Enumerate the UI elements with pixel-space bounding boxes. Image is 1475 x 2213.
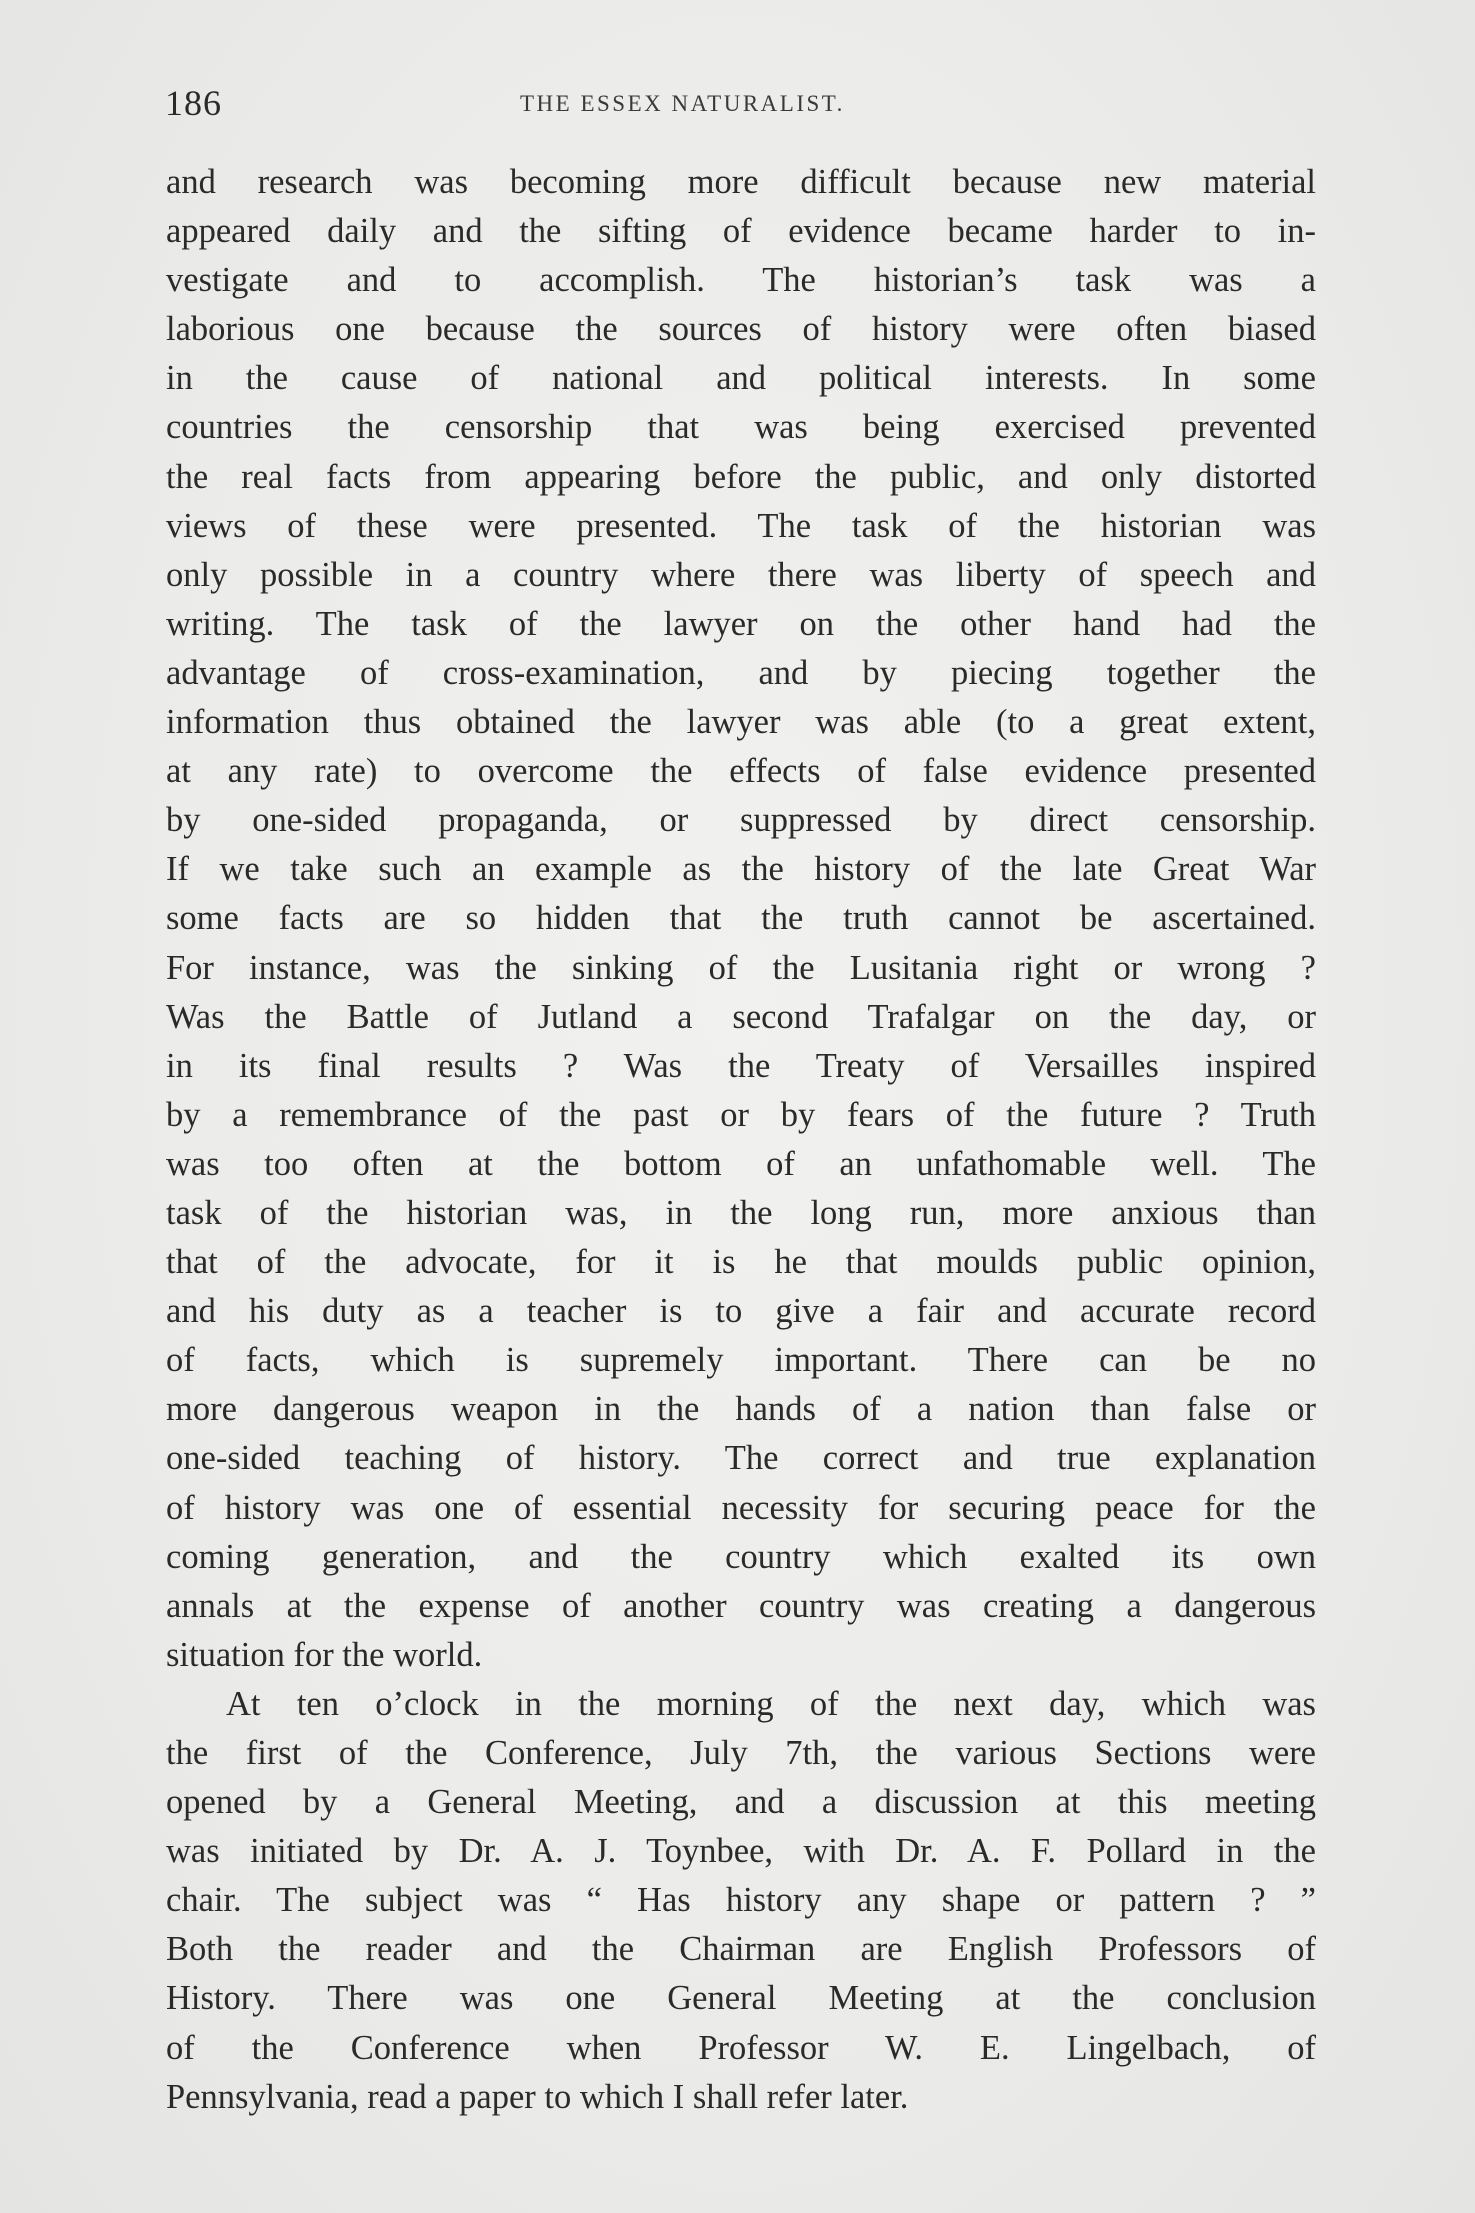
text-line: in the cause of national and political interests. In some — [166, 359, 1316, 398]
text-line: At ten o’clock in the morning of the next day, which was — [226, 1684, 1316, 1723]
text-line: the first of the Conference, July 7th, the various Sections were — [166, 1734, 1316, 1772]
text-line: information thus obtained the lawyer was able (to a great extent, — [166, 703, 1316, 742]
text-line: For instance, was the sinking of the Lusitania right or wrong ? — [166, 948, 1316, 987]
text-line: only possible in a country where there was liberty of speech and — [166, 555, 1316, 594]
text-line: Both the reader and the Chairman are English Professors of — [166, 1930, 1316, 1969]
text-line: that of the advocate, for it is he that moulds public opinion, — [166, 1243, 1316, 1282]
text-line: task of the historian was, in the long run, more anxious than — [166, 1193, 1316, 1232]
text-line: and his duty as a teacher is to give a fair and accurate record — [166, 1292, 1316, 1331]
text-line: of facts, which is supremely important. There can be no — [166, 1341, 1316, 1380]
page-number: 186 — [165, 83, 222, 123]
text-line: countries the censorship that was being exercised prevented — [166, 408, 1316, 447]
text-line: was initiated by Dr. A. J. Toynbee, with Dr. A. F. Pollard in the — [166, 1832, 1316, 1871]
text-line: at any rate) to overcome the effects of false evidence presented — [166, 752, 1316, 791]
body-text — [166, 158, 1316, 2122]
running-head: THE ESSEX NATURALIST. — [520, 91, 845, 116]
text-line: of the Conference when Professor W. E. Lingelbach, of — [166, 2028, 1316, 2067]
text-line: by a remembrance of the past or by fears of the future ? Truth — [166, 1095, 1316, 1134]
text-line: advantage of cross-examination, and by piecing together the — [166, 653, 1316, 692]
text-line: laborious one because the sources of history were often biased — [166, 310, 1316, 349]
text-line: appeared daily and the sifting of evidence became harder to in- — [166, 212, 1316, 251]
text-line: opened by a General Meeting, and a discussion at this meeting — [166, 1783, 1316, 1822]
text-line: chair. The subject was “ Has history any shape or pattern ? ” — [166, 1881, 1316, 1920]
text-line: more dangerous weapon in the hands of a nation than false or — [166, 1390, 1316, 1429]
text-line: by one-sided propaganda, or suppressed by direct censorship. — [166, 801, 1316, 840]
text-line: the real facts from appearing before the public, and only distorted — [166, 457, 1316, 496]
text-line: vestigate and to accomplish. The historian’s task was a — [166, 261, 1316, 300]
text-line: one-sided teaching of history. The correct and true explanation — [166, 1439, 1316, 1478]
text-line: writing. The task of the lawyer on the other hand had the — [166, 604, 1316, 643]
text-line: some facts are so hidden that the truth cannot be ascertained. — [166, 899, 1316, 938]
text-line: Pennsylvania, read a paper to which I shall refer later. — [166, 2077, 909, 2116]
text-line: and research was becoming more difficult because new material — [166, 163, 1316, 201]
text-line: in its final results ? Was the Treaty of Versailles inspired — [166, 1046, 1316, 1085]
text-line: If we take such an example as the history of the late Great War — [166, 850, 1316, 889]
text-line: Was the Battle of Jutland a second Trafalgar on the day, or — [166, 997, 1316, 1036]
text-line: coming generation, and the country which exalted its own — [166, 1537, 1316, 1576]
text-line: situation for the world. — [166, 1635, 483, 1674]
text-line: was too often at the bottom of an unfathomable well. The — [166, 1144, 1316, 1183]
text-line: of history was one of essential necessity for securing peace for the — [166, 1488, 1316, 1527]
text-line: views of these were presented. The task of the historian was — [166, 506, 1316, 545]
text-line: annals at the expense of another country was creating a dangerous — [166, 1586, 1316, 1625]
text-line: History. There was one General Meeting at the conclusion — [166, 1979, 1316, 2018]
page-header — [165, 78, 1315, 128]
